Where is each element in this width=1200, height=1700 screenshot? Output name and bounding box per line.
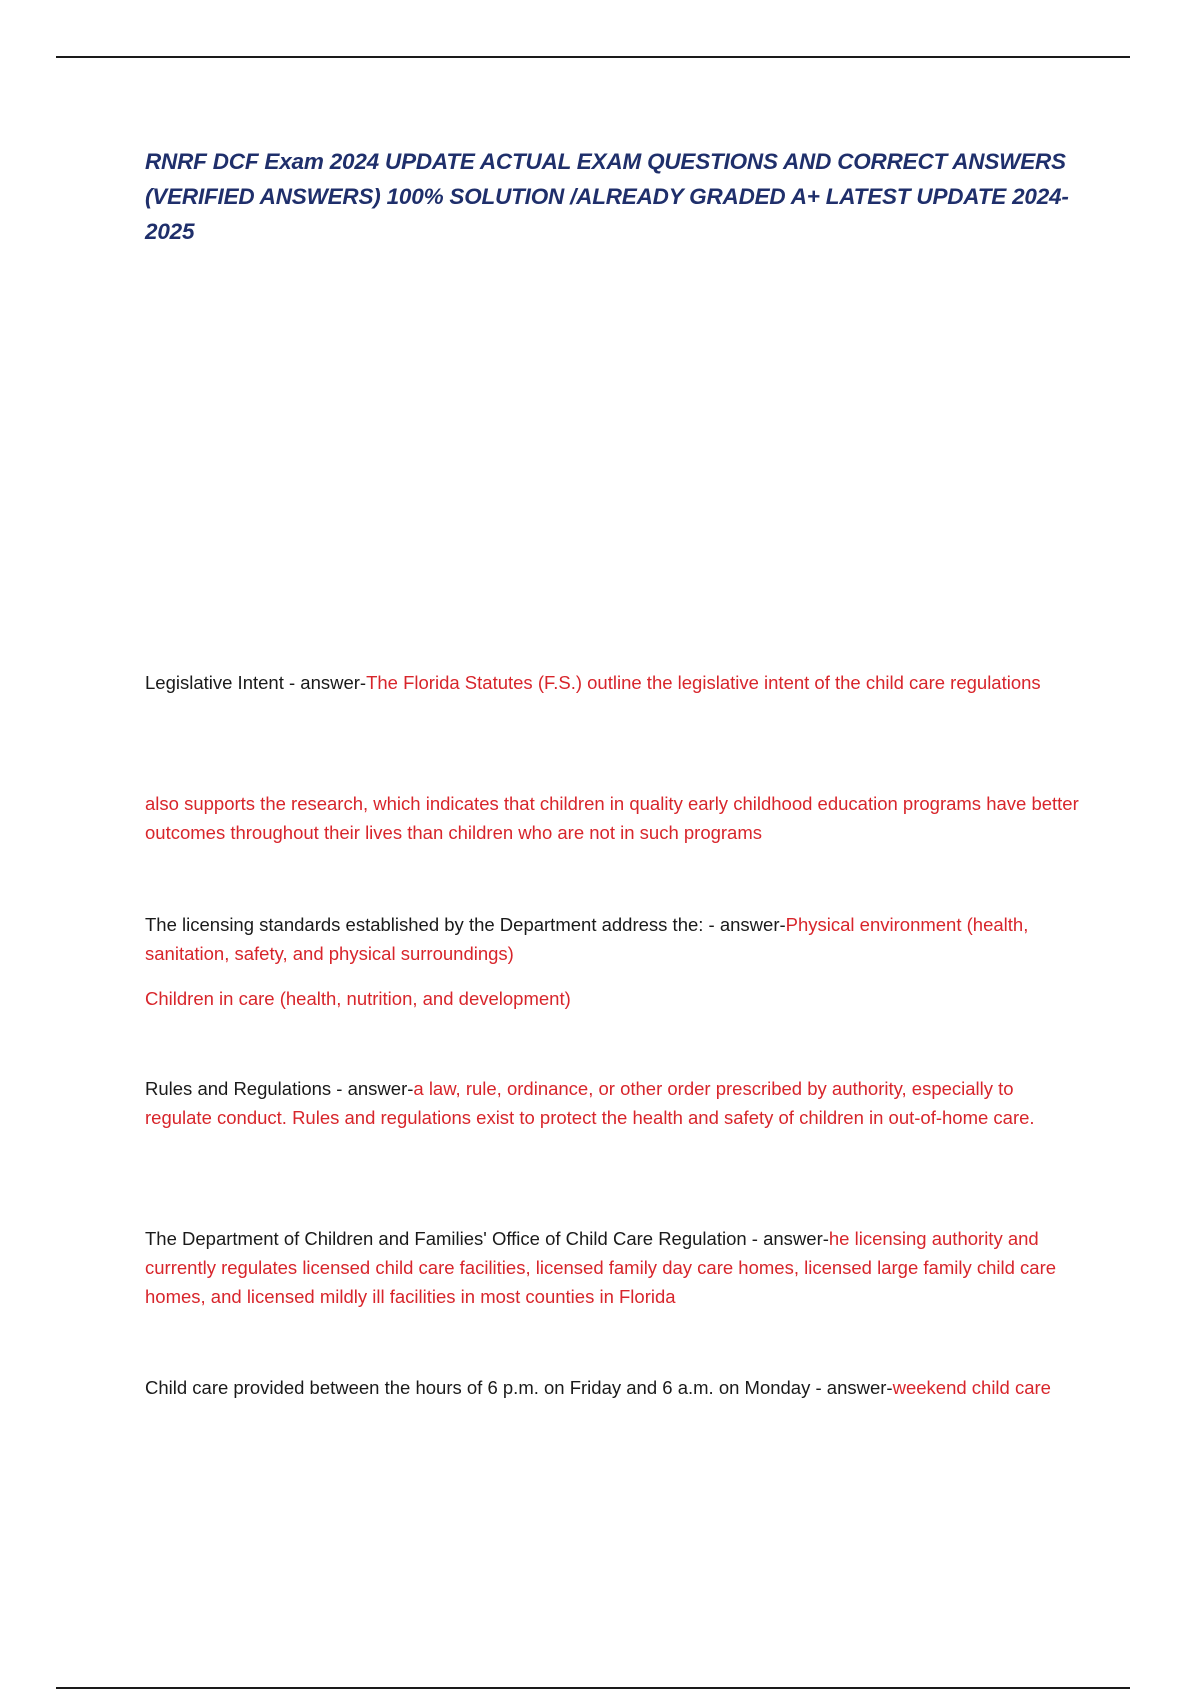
- answer-text: he licensing authority and currently regulates licensed child care facilities, licensed family day care homes, licensed large family child care homes, and licensed mildly ill facilities in most counties in Florida: [145, 1228, 1057, 1307]
- question-text: Legislative Intent - answer-: [145, 672, 367, 693]
- answer-continuation-children-in-care: [145, 984, 1085, 1013]
- answer-text: Physical environment (health, sanitation, safety, and physical surroundings): [145, 914, 1029, 964]
- document-title: RNRF DCF Exam 2024 UPDATE ACTUAL EXAM QUESTIONS AND CORRECT ANSWERS (VERIFIED ANSWERS) 100% SOLUTION /ALREADY GRADED A+ LATEST UPDATE 2024-2025: [145, 149, 1069, 244]
- answer-text: The Florida Statutes (F.S.) outline the legislative intent of the child care regulations: [366, 672, 1041, 693]
- question-text: Child care provided between the hours of 6 p.m. on Friday and 6 a.m. on Monday - answer-: [145, 1377, 893, 1398]
- answer-continuation-research: [145, 789, 1085, 847]
- qa-entry-legislative-intent: [145, 668, 1085, 697]
- top-rule: [56, 56, 1130, 58]
- qa-entry-weekend-child-care: [145, 1373, 1085, 1402]
- qa-entry-rules-and-regulations: [145, 1074, 1085, 1132]
- answer-text: also supports the research, which indicates that children in quality early childhood education programs have better outcomes throughout their lives than children who are not in such programs: [145, 793, 1079, 843]
- answer-text: Children in care (health, nutrition, and development): [145, 988, 571, 1009]
- qa-entry-office-of-child-care-regulation: [145, 1224, 1085, 1311]
- answer-text: a law, rule, ordinance, or other order prescribed by authority, especially to regulate conduct. Rules and regulations exist to protect the health and safety of children in out-of-home care.: [145, 1078, 1035, 1128]
- qa-entry-licensing-standards: [145, 910, 1085, 968]
- answer-text: weekend child care: [892, 1377, 1051, 1398]
- bottom-rule: [56, 1687, 1130, 1689]
- question-text: The Department of Children and Families' Office of Child Care Regulation - answer-: [145, 1228, 829, 1249]
- question-text: Rules and Regulations - answer-: [145, 1078, 414, 1099]
- question-text: The licensing standards established by the Department address the: - answer-: [145, 914, 786, 935]
